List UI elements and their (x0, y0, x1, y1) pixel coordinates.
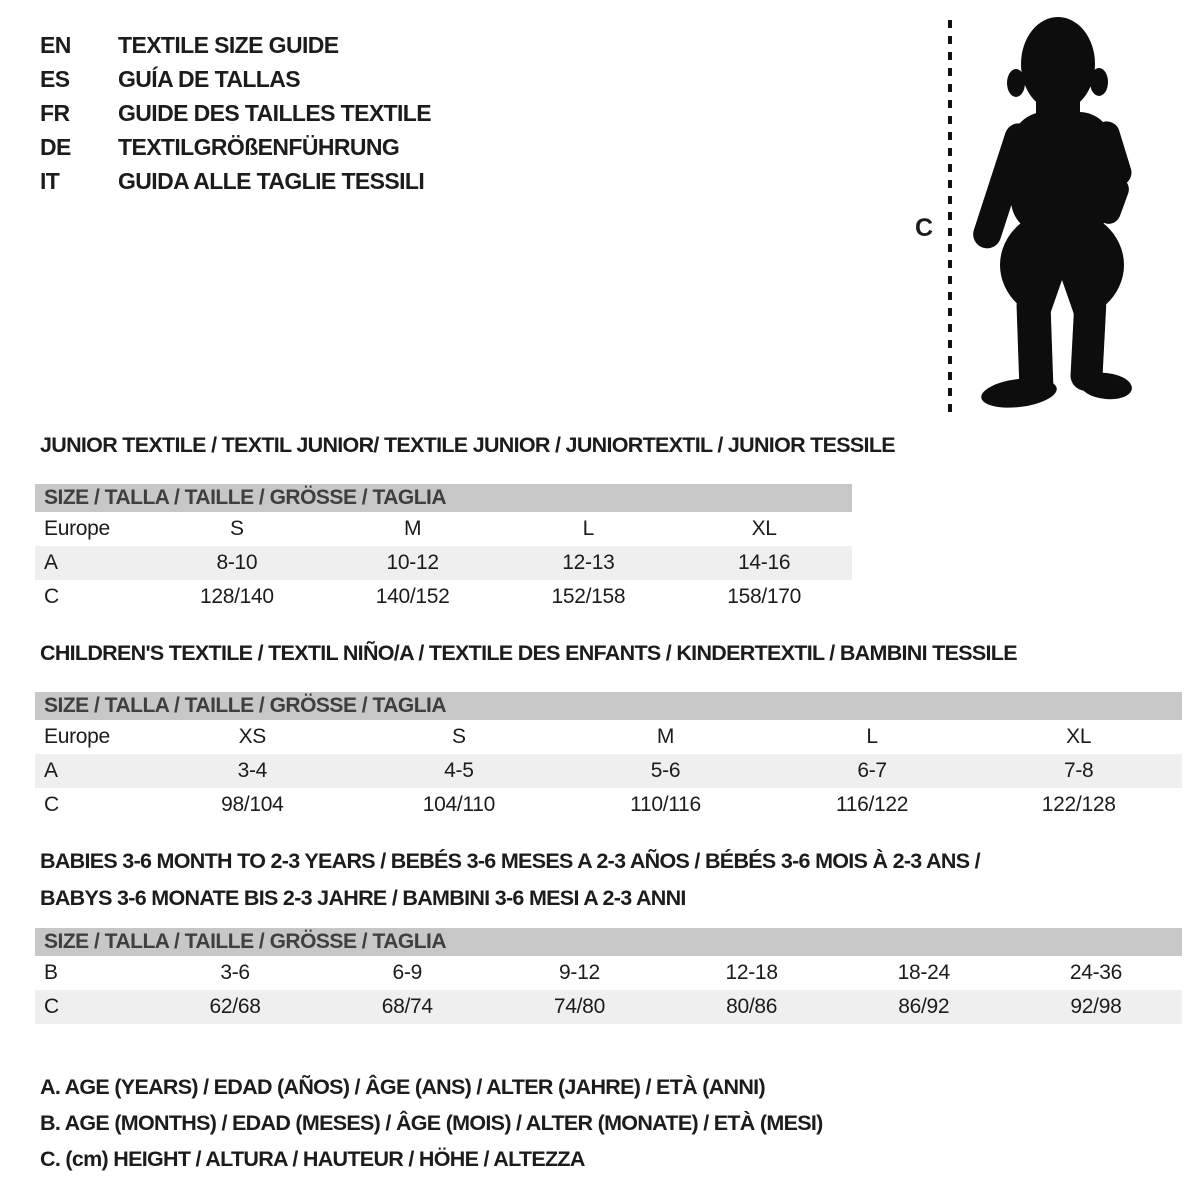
row-label: C (44, 995, 59, 1018)
height-cell: 98/104 (221, 793, 284, 816)
table-row-height (35, 788, 1182, 822)
language-code: FR (40, 99, 70, 126)
row-label: Europe (44, 725, 110, 748)
age-cell: 6-7 (857, 759, 887, 782)
months-cell: 24-36 (1069, 961, 1123, 984)
height-cell: 128/140 (199, 585, 274, 608)
table-row-months (35, 956, 1182, 990)
size-cell: XL (751, 517, 777, 540)
children-section-title: CHILDREN'S TEXTILE / TEXTIL NIÑO/A / TEXTILE DES ENFANTS / KINDERTEXTIL / BAMBINI TESSILE (40, 641, 1017, 665)
language-label: TEXTILGRÖßENFÜHRUNG (118, 133, 400, 160)
language-label: GUIDA ALLE TAGLIE TESSILI (118, 167, 425, 194)
legend-line-b: B. AGE (MONTHS) / EDAD (MESES) / ÂGE (MOIS) / ALTER (MONATE) / ETÀ (MESI) (40, 1111, 823, 1135)
legend-line-a: A. AGE (YEARS) / EDAD (AÑOS) / ÂGE (ANS) / ALTER (JAHRE) / ETÀ (ANNI) (40, 1075, 765, 1099)
months-cell: 3-6 (220, 961, 250, 984)
height-cell: 104/110 (422, 793, 496, 816)
age-cell: 5-6 (650, 759, 681, 782)
babies-size-table (35, 928, 1182, 1024)
months-cell: 12-18 (725, 961, 778, 984)
size-header-row (35, 484, 852, 512)
table-row-europe (35, 720, 1182, 754)
size-cell: S (452, 725, 466, 748)
toddler-silhouette-icon (963, 12, 1141, 414)
row-label: A (44, 551, 58, 574)
height-dashed-line (948, 20, 952, 417)
language-code: DE (40, 133, 71, 160)
legend (40, 1069, 823, 1177)
language-code: EN (40, 31, 71, 58)
size-cell: L (866, 725, 878, 748)
age-cell: 14-16 (738, 551, 791, 574)
size-header-row (35, 692, 1182, 720)
babies-title-line2: BABYS 3-6 MONATE BIS 2-3 JAHRE / BAMBINI 3-6 MESI A 2-3 ANNI (40, 886, 686, 910)
size-cell: L (582, 517, 595, 540)
age-cell: 7-8 (1063, 759, 1094, 782)
months-cell: 6-9 (392, 961, 422, 984)
language-row-fr (40, 96, 431, 130)
row-label: C (44, 793, 59, 816)
size-cell: XL (1066, 725, 1092, 748)
height-cell: 86/92 (898, 995, 950, 1018)
language-row-it (40, 164, 431, 198)
table-row-height (35, 990, 1182, 1024)
age-cell: 12-13 (562, 551, 615, 574)
language-row-de (40, 130, 431, 164)
language-code: IT (40, 167, 60, 194)
row-label: Europe (44, 517, 110, 540)
children-size-table (35, 692, 1182, 822)
size-cell: XS (238, 725, 266, 748)
size-cell: S (230, 517, 244, 540)
row-label: A (44, 759, 58, 782)
language-label: GUIDE DES TAILLES TEXTILE (118, 99, 431, 126)
height-cell: 110/116 (630, 793, 701, 816)
height-cell: 152/158 (551, 585, 626, 608)
height-cell: 92/98 (1070, 995, 1122, 1018)
height-cell: 74/80 (553, 995, 605, 1018)
language-list (40, 28, 431, 198)
size-cell: M (656, 725, 675, 748)
height-cell: 62/68 (209, 995, 261, 1018)
months-cell: 9-12 (559, 961, 600, 984)
height-cell: 68/74 (381, 995, 433, 1018)
language-row-es (40, 62, 431, 96)
height-cell: 122/128 (1041, 793, 1116, 816)
babies-section-title (40, 843, 980, 917)
size-header-label: SIZE / TALLA / TAILLE / GRÖSSE / TAGLIA (44, 694, 447, 717)
language-label: GUÍA DE TALLAS (118, 65, 300, 92)
size-cell: M (404, 517, 422, 540)
junior-size-table (35, 484, 852, 614)
language-code: ES (40, 65, 70, 92)
table-row-height (35, 580, 852, 614)
months-cell: 18-24 (897, 961, 950, 984)
height-measure-label: C (915, 214, 934, 242)
legend-line-c: C. (cm) HEIGHT / ALTURA / HAUTEUR / HÖHE / ALTEZZA (40, 1147, 585, 1171)
age-cell: 8-10 (216, 551, 258, 574)
size-header-label: SIZE / TALLA / TAILLE / GRÖSSE / TAGLIA (44, 930, 447, 953)
table-row-age (35, 546, 852, 580)
language-label: TEXTILE SIZE GUIDE (118, 31, 339, 58)
height-cell: 80/86 (726, 995, 778, 1018)
height-cell: 116/122 (835, 793, 909, 816)
row-label: B (44, 961, 58, 984)
table-row-age (35, 754, 1182, 788)
age-cell: 3-4 (237, 759, 268, 782)
language-row-en (40, 28, 431, 62)
junior-section-title: JUNIOR TEXTILE / TEXTIL JUNIOR/ TEXTILE JUNIOR / JUNIORTEXTIL / JUNIOR TESSILE (40, 433, 895, 457)
age-cell: 4-5 (444, 759, 474, 782)
height-cell: 158/170 (727, 585, 802, 608)
height-cell: 140/152 (375, 585, 450, 608)
table-row-europe (35, 512, 852, 546)
row-label: C (44, 585, 59, 608)
babies-title-line1: BABIES 3-6 MONTH TO 2-3 YEARS / BEBÉS 3-6 MESES A 2-3 AÑOS / BÉBÉS 3-6 MOIS À 2-3 ANS / (40, 849, 980, 873)
size-header-row (35, 928, 1182, 956)
size-header-label: SIZE / TALLA / TAILLE / GRÖSSE / TAGLIA (44, 486, 447, 509)
age-cell: 10-12 (386, 551, 439, 574)
